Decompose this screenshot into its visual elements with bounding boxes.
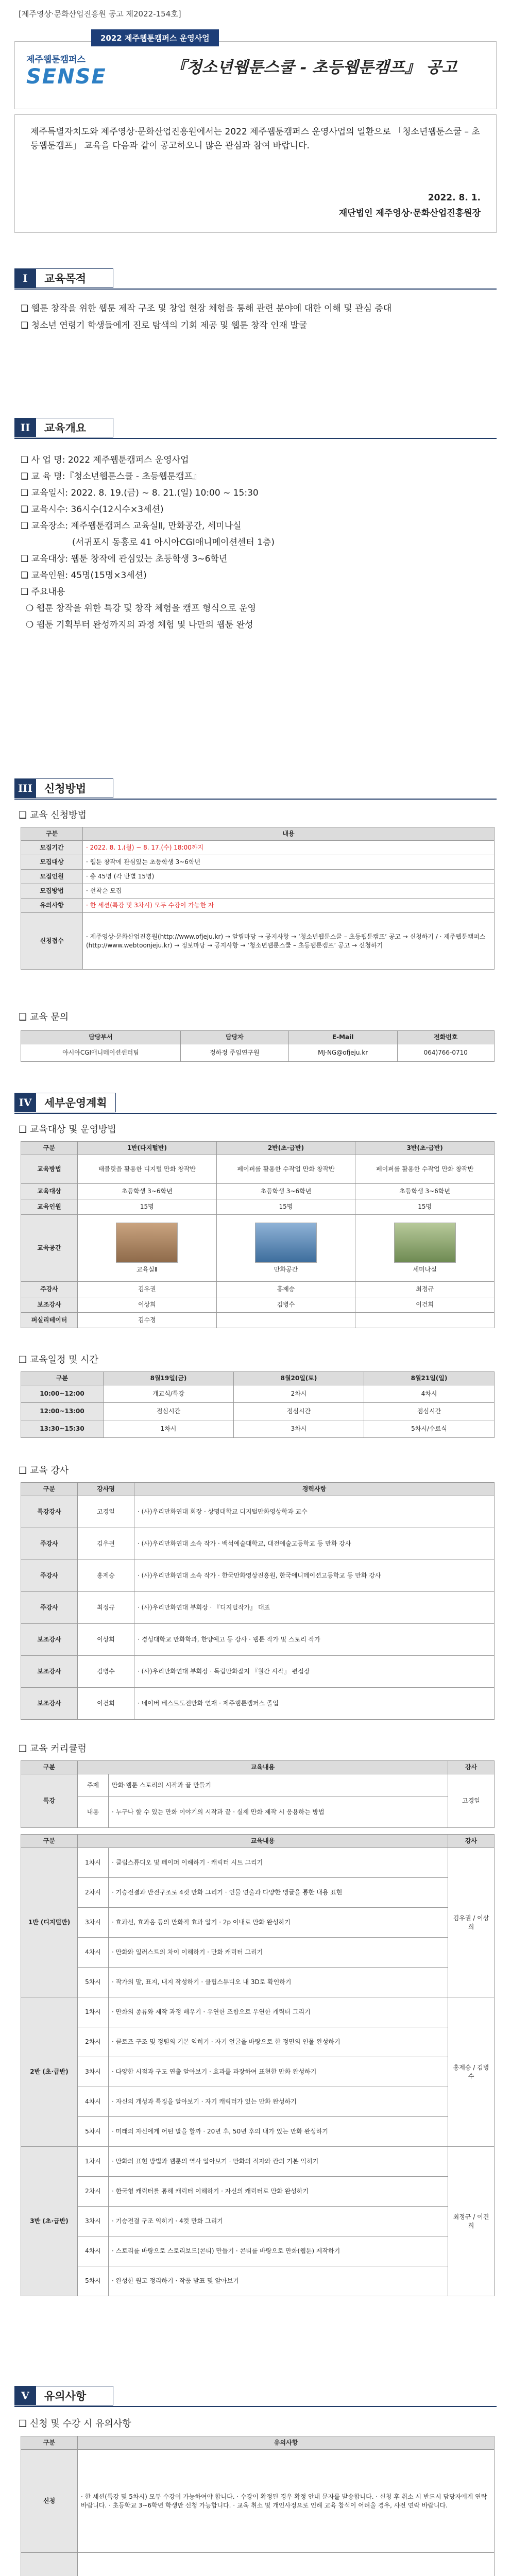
- table-row: [21, 1142, 495, 1155]
- section-header: IV 세부운영계획: [14, 1092, 116, 1113]
- table-cell: 2반(초·급반): [216, 1142, 355, 1155]
- table-cell: 064)766-0710: [397, 1044, 494, 1062]
- tutor-table: [21, 1482, 495, 1720]
- subsection-title: ❑ 교육 강사: [19, 1465, 69, 1476]
- table-row: [21, 1688, 495, 1720]
- table-row: [21, 2057, 495, 2087]
- table-row: [21, 1385, 495, 1403]
- table-cell: · 선착순 모집: [83, 884, 495, 899]
- table-row: [21, 1155, 495, 1184]
- table-cell: 5차시: [78, 1968, 109, 1997]
- classroom-photo: [394, 1223, 456, 1263]
- table-cell: 구분: [21, 1761, 78, 1774]
- table-cell: 보조강사: [21, 1297, 78, 1313]
- table-cell: 2차시: [78, 1878, 109, 1908]
- table-row: [21, 2087, 495, 2117]
- table-cell: 3반 (초·급반): [21, 2147, 78, 2296]
- table-cell: 10:00~12:00: [21, 1385, 104, 1403]
- table-cell: 15명: [355, 1199, 495, 1215]
- table-cell: 신청접수: [21, 913, 83, 970]
- special-lecture-table: [21, 1760, 495, 1828]
- table-cell: · (사)우리만화연대 소속 작가 · 한국만화영상진흥원, 한국애니메이션고등학교 등 만화 강사: [134, 1560, 495, 1592]
- logo-caption: 제주웹툰캠퍼스: [26, 55, 86, 65]
- table-cell: 이상희: [78, 1624, 134, 1656]
- table-cell: 주제: [78, 1774, 109, 1797]
- table-cell: · 만화의 종류와 제작 과정 배우기 · 우연한 조합으로 우연한 캐릭터 그리기: [109, 1997, 448, 2027]
- table-cell: 모집대상: [21, 855, 83, 870]
- table-cell: 1차시: [104, 1420, 234, 1438]
- table-cell: 15명: [216, 1199, 355, 1215]
- subsection-title: ❑ 교육 커리큘럼: [19, 1743, 87, 1754]
- table-cell: · 2022. 8. 1.(월) ~ 8. 17.(수) 18:00까지: [83, 841, 495, 855]
- table-row: [21, 1997, 495, 2027]
- table-cell: 2차시: [78, 2177, 109, 2207]
- table-cell: 4차시: [364, 1385, 495, 1403]
- table-cell: 교육내용: [78, 1835, 448, 1848]
- table-cell: 모집기간: [21, 841, 83, 855]
- table-cell: 신청: [21, 2450, 78, 2553]
- section-header: I 교육목적: [14, 268, 113, 289]
- subsection-title: ❑ 교육대상 및 운영방법: [19, 1124, 116, 1135]
- subsection-title: ❑ 교육 신청방법: [19, 810, 87, 821]
- table-row: [21, 1403, 495, 1420]
- table-cell: 13:30~15:30: [21, 1420, 104, 1438]
- table-row: [21, 841, 495, 855]
- table-cell: 구분: [21, 1835, 78, 1848]
- table-row: [21, 2236, 495, 2266]
- table-row: [21, 1420, 495, 1438]
- table-cell: 5차시: [78, 2266, 109, 2296]
- table-row: [21, 2027, 495, 2057]
- table-cell: 유의사항: [21, 899, 83, 913]
- table-cell: 8월20일(토): [234, 1372, 364, 1385]
- table-row: [21, 1297, 495, 1313]
- table-cell: 2반 (초·급반): [21, 1997, 78, 2147]
- overview-list: ❑ 사 업 명: 2022 제주웹툰캠퍼스 운영사업 ❑ 교 육 명:『청소년웹툰스쿨 - 초등웹툰캠프』 ❑ 교육일시: 2022. 8. 19.(금) ~ 8. 21.(일) 10:00 ~ 15:30 ❑ 교육시수: 36시수(12시수×3세션) ❑ 교육장소: 제주웹툰캠퍼스 교육실Ⅱ, 만화공간, 세미나실 (서귀포시 동홍로 41 아시아CGI애니메이션센터 1층) ❑ 교육대상: 웹툰 창작에 관심있는 초등학생 3~6학년 ❑ 교육인원: 45명(15명×3세션) ❑ 주요내용 ❍ 웹툰 창작을 위한 특강 및 창작 체험을 캠프 형식으로 운영 ❍ 웹툰 기획부터 완성까지의 과정 체험 및 나만의 웹툰 완성: [21, 455, 275, 630]
- table-row: [21, 2553, 495, 2576]
- table-cell: · 클로즈 구조 및 정렬의 기본 익히기 · 자기 얼굴을 바탕으로 한 정면의 인물 완성하기: [109, 2027, 448, 2057]
- table-cell: · 한 세션(특강 및 3차시) 모두 수강이 가능한 자: [83, 899, 495, 913]
- table-cell: 최정규: [355, 1282, 495, 1297]
- table-cell: 이건희: [355, 1297, 495, 1313]
- table-cell: 초등학생 3~6학년: [216, 1184, 355, 1199]
- classroom-photo: [116, 1223, 178, 1263]
- table-row: [21, 1031, 495, 1044]
- table-row: [21, 1878, 495, 1908]
- table-cell: · 경성대학교 만화학과, 한양예고 등 강사 · 웹툰 작가 및 스토리 작가: [134, 1624, 495, 1656]
- table-cell: 유의사항: [78, 2436, 495, 2450]
- table-cell: · 작가의 말, 표지, 내지 작성하기 · 클립스튜디오 내 3D로 확인하기: [109, 1968, 448, 1997]
- subsection-title: ❑ 신청 및 수강 시 유의사항: [19, 2418, 131, 2429]
- table-cell: 퍼실리테이터: [21, 1313, 78, 1328]
- table-cell: 교육실Ⅱ: [78, 1215, 217, 1282]
- table-cell: · 만화와 일러스트의 차이 이해하기 · 만화 캐릭터 그리기: [109, 1938, 448, 1968]
- table-row: [21, 2436, 495, 2450]
- table-cell: · 한 세션(특강 및 5차시) 모두 수강이 가능하여야 합니다. · 수강이 확정된 경우 확정 안내 문자를 발송합니다. · 신청 후 취소 시 반드시 담당자에게 연락 바랍니다. · 초등학교 3~6학년 학생만 신청 가능합니다. · 교육 취소 및 개인사정으로 인해 교육 참석이 어려울 경우, 사전 연락 바랍니다.: [78, 2450, 495, 2553]
- table-cell: 구분: [21, 827, 83, 841]
- notice-reference: [제주영상·문화산업진흥원 공고 제2022-154호]: [19, 9, 181, 19]
- table-cell: 특강강사: [21, 1496, 78, 1528]
- table-cell: 주강사: [21, 1528, 78, 1560]
- table-row: [21, 1938, 495, 1968]
- table-row: [21, 2117, 495, 2147]
- table-row: [21, 1774, 495, 1797]
- table-cell: 보조강사: [21, 1656, 78, 1688]
- table-cell: 페이퍼를 활용한 수작업 만화 창작반: [355, 1155, 495, 1184]
- table-row: [21, 1215, 495, 1282]
- table-cell: 초등학생 3~6학년: [355, 1184, 495, 1199]
- table-cell: 교육내용: [78, 1761, 448, 1774]
- table-cell: 홍제승: [216, 1282, 355, 1297]
- table-cell: · 스토리를 바탕으로 스토리보드(콘티) 만들기 · 콘티를 바탕으로 만화(웹툰) 제작하기: [109, 2236, 448, 2266]
- table-cell: · 총 45명 (각 반별 15명): [83, 870, 495, 884]
- intro-text: 제주특별자치도와 제주영상·문화산업진흥원에서는 2022 제주웹툰캠퍼스 운영사업의 일환으로 「청소년웹툰스쿨 – 초등웹툰캠프」 교육을 다음과 같이 공고하오니 많은 관심과 참여 바랍니다.: [30, 127, 480, 151]
- logo: [26, 52, 107, 101]
- table-cell: 구분: [21, 1142, 78, 1155]
- table-cell: 아시아CGI애니메이션센터팀: [21, 1044, 181, 1062]
- table-cell: · (사)우리만화연대 소속 작가 · 백석예술대학교, 대전예술고등학교 등 만화 강사: [134, 1528, 495, 1560]
- table-cell: 이건희: [78, 1688, 134, 1720]
- table-cell: 모집방법: [21, 884, 83, 899]
- table-cell: 세미나실: [355, 1215, 495, 1282]
- table-cell: 김수정: [78, 1313, 217, 1328]
- table-cell: · 한국형 캐릭터를 통해 캐릭터 이해하기 · 자신의 캐릭터로 만화 완성하기: [109, 2177, 448, 2207]
- table-row: [21, 1968, 495, 1997]
- header-banner: [14, 33, 497, 109]
- table-row: [21, 913, 495, 970]
- subsection-title: ❑ 교육일정 및 시간: [19, 1354, 99, 1365]
- table-cell: 고경일: [78, 1496, 134, 1528]
- table-cell: 구분: [21, 1483, 78, 1496]
- table-row: [21, 1560, 495, 1592]
- table-row: [21, 1835, 495, 1848]
- table-cell: [21, 2553, 78, 2576]
- table-cell: 5차시/수료식: [364, 1420, 495, 1438]
- table-cell: 홍제승: [78, 1560, 134, 1592]
- section-header: V 유의사항: [14, 2385, 113, 2406]
- table-cell: 이상희: [78, 1297, 217, 1313]
- table-cell: 1차시: [78, 2147, 109, 2177]
- table-cell: · 미래의 자신에게 어떤 말을 할까 · 20년 후, 50년 후의 내가 있는 만화 완성하기: [109, 2117, 448, 2147]
- table-cell: 만화·웹툰 스토리의 시작과 끝 만들기: [109, 1774, 448, 1797]
- table-cell: 태블릿을 활용한 디지털 만화 창작반: [78, 1155, 217, 1184]
- table-cell: 담당부서: [21, 1031, 181, 1044]
- table-cell: 8월21일(일): [364, 1372, 495, 1385]
- table-cell: 12:00~13:00: [21, 1403, 104, 1420]
- table-cell: 김우권 / 이상희: [448, 1848, 495, 1997]
- table-cell: · 효과선, 효과음 등의 만화적 효과 알기 · 2p 이내로 만화 완성하기: [109, 1908, 448, 1938]
- table-row: [21, 2450, 495, 2553]
- table-cell: · (사)우리만화연대 부회장 · 독립만화잡지 『월간 시작』 편집장: [134, 1656, 495, 1688]
- table-row: [21, 1908, 495, 1938]
- table-cell: 고경일: [448, 1774, 495, 1828]
- table-cell: E-Mail: [288, 1031, 397, 1044]
- table-cell: 점심시간: [364, 1403, 495, 1420]
- table-cell: 교육방법: [21, 1155, 78, 1184]
- table-cell: · 웹툰 창작에 관심있는 초등학생 3~6학년: [83, 855, 495, 870]
- issuing-org: 재단법인 제주영상·문화산업진흥원장: [338, 208, 481, 218]
- table-row: [21, 1528, 495, 1560]
- table-cell: [78, 2553, 495, 2576]
- table-cell: 4차시: [78, 2087, 109, 2117]
- class-plan-table: [21, 1141, 495, 1328]
- apply-table: [21, 827, 495, 970]
- table-cell: 1반(다지털반): [78, 1142, 217, 1155]
- table-cell: 4차시: [78, 1938, 109, 1968]
- table-row: [21, 2147, 495, 2177]
- table-row: [21, 1496, 495, 1528]
- table-cell: 페이퍼를 활용한 수작업 만화 창작반: [216, 1155, 355, 1184]
- table-cell: 강사명: [78, 1483, 134, 1496]
- table-cell: 만화공간: [216, 1215, 355, 1282]
- classroom-photo: [255, 1223, 317, 1263]
- table-row: [21, 1761, 495, 1774]
- section-header: II 교육개요: [14, 417, 113, 438]
- table-cell: [355, 1313, 495, 1328]
- table-cell: 점심시간: [104, 1403, 234, 1420]
- table-cell: 8월19일(금): [104, 1372, 234, 1385]
- table-cell: 주강사: [21, 1592, 78, 1624]
- table-cell: 교육인원: [21, 1199, 78, 1215]
- table-cell: 전화번호: [397, 1031, 494, 1044]
- table-cell: 점심시간: [234, 1403, 364, 1420]
- table-cell: 내용: [78, 1797, 109, 1828]
- table-cell: 1반 (디지털반): [21, 1848, 78, 1997]
- table-cell: · 만화의 표현 방법과 웹툰의 역사 알아보기 · 만화의 적자와 칸의 기본 익히기: [109, 2147, 448, 2177]
- table-cell: 김우권: [78, 1282, 217, 1297]
- table-row: [21, 1797, 495, 1828]
- table-cell: · (사)우리만화연대 회장 · 상명대학교 디지털만화영상학과 교수: [134, 1496, 495, 1528]
- table-row: [21, 1483, 495, 1496]
- table-cell: 3차시: [78, 1908, 109, 1938]
- table-cell: 강사: [448, 1761, 495, 1774]
- table-cell: 3차시: [234, 1420, 364, 1438]
- table-cell: 강사: [448, 1835, 495, 1848]
- table-cell: 15명: [78, 1199, 217, 1215]
- table-row: [21, 1044, 495, 1062]
- table-cell: 구분: [21, 1372, 104, 1385]
- table-cell: · 클립스튜디오 및 페이퍼 이해하기 · 캐릭터 시트 그리기: [109, 1848, 448, 1878]
- table-row: [21, 827, 495, 841]
- subsection-title: ❑ 교육 문의: [19, 1012, 69, 1023]
- table-cell: 1차시: [78, 1997, 109, 2027]
- notice-date: 2022. 8. 1.: [428, 193, 481, 203]
- table-cell: 특강: [21, 1774, 78, 1828]
- table-cell: 보조강사: [21, 1688, 78, 1720]
- intro-box: [14, 114, 497, 233]
- table-cell: 초등학생 3~6학년: [78, 1184, 217, 1199]
- table-row: [21, 1656, 495, 1688]
- table-row: [21, 870, 495, 884]
- table-cell: · 자신의 개성과 특징을 알아보기 · 자기 캐릭터가 있는 만화 완성하기: [109, 2087, 448, 2117]
- table-cell: · 완성한 원고 정리하기 · 작품 발표 및 알아보기: [109, 2266, 448, 2296]
- table-row: [21, 899, 495, 913]
- table-cell: · (사)우리만화연대 부회장 · 『디지털작가』 대표: [134, 1592, 495, 1624]
- curriculum-table: [21, 1834, 495, 2296]
- table-row: [21, 2207, 495, 2236]
- table-row: [21, 1624, 495, 1656]
- logo-wordmark: SENSE: [26, 65, 107, 89]
- table-cell: 담당자: [180, 1031, 288, 1044]
- table-cell: 최정규 / 이건희: [448, 2147, 495, 2296]
- contact-table: [21, 1030, 495, 1062]
- table-cell: 2차시: [78, 2027, 109, 2057]
- page-title: 『청소년웹툰스쿨 - 초등웹툰캠프』 공고: [170, 58, 457, 77]
- table-cell: 3차시: [78, 2057, 109, 2087]
- table-cell: 주강사: [21, 1560, 78, 1592]
- section-header: III 신청방법: [14, 778, 113, 799]
- table-cell: 정하정 주임연구원: [180, 1044, 288, 1062]
- table-cell: 모집인원: [21, 870, 83, 884]
- schedule-table: [21, 1371, 495, 1438]
- table-row: [21, 1592, 495, 1624]
- table-row: [21, 1372, 495, 1385]
- table-cell: 3차시: [78, 2207, 109, 2236]
- program-tag: 2022 제주웹툰캠퍼스 운영사업: [91, 29, 219, 46]
- table-cell: 김병수: [216, 1297, 355, 1313]
- table-cell: 홍제승 / 김병수: [448, 1997, 495, 2147]
- table-row: [21, 884, 495, 899]
- table-row: [21, 1848, 495, 1878]
- contact-email[interactable]: MJ-NG@ofjeju.kr: [288, 1044, 397, 1062]
- table-row: [21, 1184, 495, 1199]
- table-cell: · 네이버 베스트도전만화 연재 · 제주웹툰캠퍼스 졸업: [134, 1688, 495, 1720]
- table-cell: 보조강사: [21, 1624, 78, 1656]
- table-cell: · 기승전결과 반전구조로 4컷 만화 그리기 · 인물 연출과 다양한 앵글을 통한 내용 표현: [109, 1878, 448, 1908]
- purpose-list: ❑ 웹툰 창작을 위한 웹툰 제작 구조 및 창업 현장 체험을 통해 관련 분야에 대한 이해 및 관심 증대 ❑ 청소년 연령기 학생들에게 진로 탐색의 기회 제공 및 웹툰 창작 인재 발굴: [21, 303, 392, 331]
- table-cell: 내용: [83, 827, 495, 841]
- table-cell: 4차시: [78, 2236, 109, 2266]
- table-row: [21, 1282, 495, 1297]
- table-cell: 김우권: [78, 1528, 134, 1560]
- table-cell: 교육공간: [21, 1215, 78, 1282]
- table-cell: · 제주영상·문화산업진흥원(http://www.ofjeju.kr) → 알림마당 → 공지사항 → ‘청소년웹툰스쿨 – 초등웹툰캠프’ 공고 → 신청하기 / · 제주웹툰캠퍼스(http://www.webtoonjeju.kr) → 정보마당 → 공지사항 → ‘청소년웹툰스쿨 – 초등웹툰캠프’ 공고 → 신청하기: [83, 913, 495, 970]
- table-row: [21, 2266, 495, 2296]
- table-cell: 주강사: [21, 1282, 78, 1297]
- table-cell: 구분: [21, 2436, 78, 2450]
- table-cell: · 누구나 할 수 있는 만화 이야기의 시작과 끝 · 실제 만화 제작 시 응용하는 방법: [109, 1797, 448, 1828]
- table-row: [21, 855, 495, 870]
- table-cell: 경력사항: [134, 1483, 495, 1496]
- table-cell: 5차시: [78, 2117, 109, 2147]
- table-cell: 3반(초·급반): [355, 1142, 495, 1155]
- table-cell: · 기승전결 구조 익히기 · 4컷 만화 그리기: [109, 2207, 448, 2236]
- table-cell: 김병수: [78, 1656, 134, 1688]
- table-cell: [216, 1313, 355, 1328]
- notes-table: [21, 2436, 495, 2576]
- table-row: [21, 2177, 495, 2207]
- table-cell: 최정규: [78, 1592, 134, 1624]
- table-row: [21, 1199, 495, 1215]
- table-cell: · 다양한 시점과 구도 연출 알아보기 · 효과를 과장하여 표현한 만화 완성하기: [109, 2057, 448, 2087]
- table-cell: 개교식/특강: [104, 1385, 234, 1403]
- table-row: [21, 1313, 495, 1328]
- table-cell: 2차시: [234, 1385, 364, 1403]
- table-cell: 교육대상: [21, 1184, 78, 1199]
- table-cell: 1차시: [78, 1848, 109, 1878]
